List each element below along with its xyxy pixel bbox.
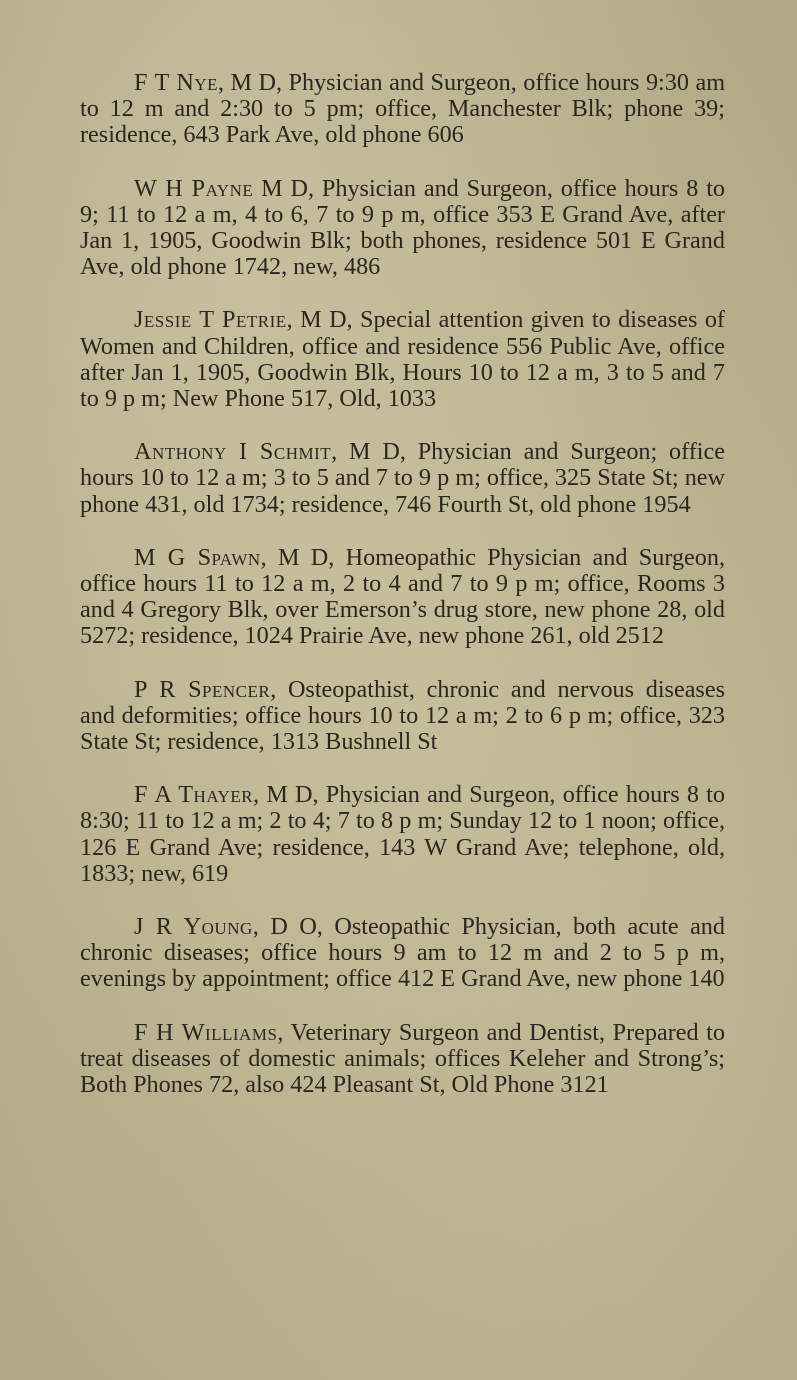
directory-entry-payne [80,176,725,281]
entry-text: , Veterinary Surgeon and Dentist, Prepared to treat diseases of domestic animals; offices Keleher and Strong’s; Both Phones 72, also 424 Pleasant St, Old Phone 3121 [80,1018,725,1099]
entry-name: F A Thayer [134,781,254,809]
entry-name: Jessie T Petrie [134,306,287,334]
entry-name: W H Payne [134,174,254,202]
entry-text: , M D, Physician and Surgeon; office hours 10 to 12 a m; 3 to 5 and 7 to 9 p m; office, 325 State St; new phone 431, old 1734; residence, 746 Fourth St, old phone 1954 [80,438,725,518]
directory-entry-petrie [80,307,725,412]
entry-text: , M D, Homeopathic Physician and Surgeon, office hours 11 to 12 a m, 2 to 4 and 7 to 9 p m; office, Rooms 3 and 4 Gregory Blk, over Emerson’s drug store, new phone 28, old 5272; residence, 1024 Prairie Ave, new phone 261, old 2512 [80,543,726,650]
entry-name: P R Spencer [134,675,271,703]
entry-name: F H Williams [134,1018,278,1046]
directory-entry-thayer [80,782,725,887]
entry-name: M G Spawn [134,543,261,571]
entry-name: F T Nye [134,69,218,96]
directory-entry-schmit [80,439,725,518]
entry-text: , D O, Osteopathic Physician, both acute and chronic diseases; office hours 9 am to 12 m and 2 to 5 p m, evenings by appointment; office 412 E Grand Ave, new phone 140 [80,913,725,993]
entry-text: , Osteopathist, chronic and nervous diseases and deformities; office hours 10 to 12 a m; 2 to 6 p m; office, 323 State St; residence, 1313 Bushnell St [80,675,725,756]
entry-text: M D, Physician and Surgeon, office hours 8 to 9; 11 to 12 a m, 4 to 6, 7 to 9 p m, office 353 E Grand Ave, after Jan 1, 1905, Goodwin Blk; both phones, residence 501 E Grand Ave, old phone 1742, new, 486 [80,174,726,281]
entry-text: , M D, Special attention given to diseases of Women and Children, office and residence 556 Public Ave, office after Jan 1, 1905, Goodwin Blk, Hours 10 to 12 a m, 3 to 5 and 7 to 9 p m; New Phone 517, Old, 1033 [80,306,725,413]
entry-name: Anthony I Schmit [134,438,332,466]
directory-entry-young [80,914,725,993]
entry-text: , M D, Physician and Surgeon, office hours 9:30 am to 12 m and 2:30 to 5 pm; office, Manchester Blk; phone 39; residence, 643 Park Ave, old phone 606 [80,69,726,149]
entry-text: , M D, Physician and Surgeon, office hours 8 to 8:30; 11 to 12 a m; 2 to 4; 7 to 8 p m; Sunday 12 to 1 noon; office, 126 E Grand Ave; residence, 143 W Grand Ave; telephone, old, 1833; new, 619 [80,781,725,887]
directory-entry-williams [80,1020,725,1099]
directory-entry-spawn [80,545,725,650]
directory-entry-spencer [80,677,725,756]
directory-entry-nye [80,70,725,149]
entry-name: J R Young [134,913,253,941]
